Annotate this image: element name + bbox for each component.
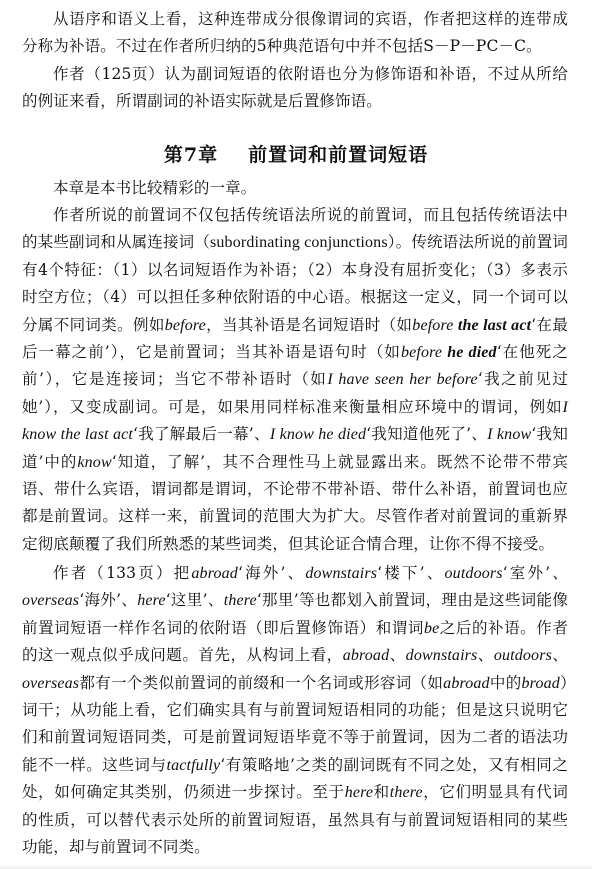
text-segment: ‘我知道’中的 xyxy=(22,425,568,471)
text-segment: 、 xyxy=(389,646,406,665)
text-segment: ‘海外’、 xyxy=(79,591,138,610)
paragraph-abroad-words xyxy=(0,560,592,861)
chapter-title: 前置词和前置词短语 xyxy=(248,144,429,166)
english-example: I know the last act xyxy=(22,398,568,444)
text-segment: 之后的补语。作者的这一观点似乎成问题。首先，从构词上看， xyxy=(22,618,568,665)
english-example: downstairs xyxy=(305,565,378,582)
text-segment: ‘海外’、 xyxy=(237,564,306,582)
text-segment: 和 xyxy=(373,783,390,802)
english-example: overseas xyxy=(22,674,80,692)
text-segment: 作者所说的前置词不仅包括传统语法所说的前置词，而且包括传统语法中的某些副词和从属连接词（ xyxy=(22,206,568,252)
english-example: before xyxy=(412,316,458,334)
text-segment: ‘室外’、 xyxy=(502,564,568,582)
text-segment: 中的 xyxy=(489,673,522,692)
english-example-bold: he died xyxy=(447,344,497,362)
text-segment: ‘我了解最后一幕’、 xyxy=(132,425,270,444)
text-segment: ‘我之前见过她’），又变成副词。可是，如果用同样标准来衡量相应环境中的谓词，例如 xyxy=(22,370,569,416)
english-example: there xyxy=(223,592,257,610)
english-example: there xyxy=(389,784,423,802)
text-segment: ）词干；从功能上看，它们确实具有与前置词短语相同的功能；但是这只说明它们和前置词短语同类，可是前置词短语毕竟不等于前置词，因为二者的语法功能不一样。这些词与 xyxy=(22,673,568,774)
paragraph-preposition-definition xyxy=(0,202,592,558)
text-segment: ‘知道，了解’，其不合理性马上就显露出来。既然不论带不带宾语、带什么宾语，谓词都是谓词，不论带不带补语、带什么补语，前置词也应都是前置词。这样一来，前置词的范围大为扩大。尽管作者对前置词的重新界定彻底颠覆了我们所熟悉的某些词类，但其论证合情合理，让你不得不接受。 xyxy=(22,452,568,553)
english-example: here xyxy=(344,784,374,802)
text-segment: ‘楼下’、 xyxy=(377,564,445,582)
english-example: downstairs xyxy=(405,647,478,665)
text-segment: ‘我知道他死了’、 xyxy=(366,425,488,444)
english-example: I have seen her before xyxy=(327,371,478,389)
paragraph-adverb-phrase: 作者（125页）认为副词短语的依附语也分为修饰语和补语，不过从所给的例证来看，所谓副词的补语实际就是后置修饰语。 xyxy=(22,65,568,111)
page-bottom-edge xyxy=(0,865,592,869)
text-segment: 都有一个类似前置词的前缀和一个名词或形容词（如 xyxy=(79,673,444,692)
english-example: outdoors xyxy=(493,647,552,665)
paragraph-chapter-intro: 本章是本书比较精彩的一章。 xyxy=(53,179,257,197)
english-term: subordinating conjunctions xyxy=(210,234,388,252)
text-segment: ‘这里’、 xyxy=(165,591,224,610)
text-segment: ‘有策略地’之类的副词既有不同之处，又有相同之处，如何确定其类别，仍须进一步探讨。至于 xyxy=(22,755,568,802)
text-segment: 、 xyxy=(551,646,568,665)
english-example: I know he died xyxy=(269,426,367,444)
text-segment: ，它们明显具有代词的性质，可以替代表示处所的前置词短语，虽然具有与前置词短语相同的某些功能，却与前置词不同类。 xyxy=(22,783,568,857)
english-example: be xyxy=(423,619,440,637)
english-example: tactfully xyxy=(166,756,221,774)
text-segment: ）。传统语法所说的前置词有4个特征：（1）以名词短语作为补语；（2）本身没有屈折变化；（3）多表示时空方位；（4）可以担任多种依附语的中心语。根据这一定义，同一个词可以分属不同词类。例如 xyxy=(22,233,568,334)
english-example: outdoors xyxy=(444,565,503,582)
english-example: abroad xyxy=(191,565,238,582)
chapter-number: 第7章 xyxy=(163,144,219,166)
english-example: before xyxy=(400,344,448,362)
text-segment: ，当其补语是名词短语时（如 xyxy=(205,315,413,334)
english-example: abroad xyxy=(443,674,490,692)
english-example: I know xyxy=(487,426,532,444)
text-segment: ‘那里’等也都划入前置词，理由是这些词能像前置词短语一样作名词的依附语（即后置修饰语）和谓词 xyxy=(22,591,568,637)
text-segment: ‘在最后一幕之前’），它是前置词；当其补语是语句时（如 xyxy=(22,315,568,362)
text-segment: 作者（133页）把 xyxy=(53,564,192,582)
english-example: broad xyxy=(521,674,560,692)
english-example: know xyxy=(77,453,112,471)
chapter-heading xyxy=(0,140,592,167)
text-segment: ‘在他死之前’），它是连接词；当它不带补语时（如 xyxy=(22,343,568,389)
english-example: here xyxy=(137,592,166,610)
english-example: abroad xyxy=(342,647,390,665)
paragraph-complement-intro: 从语序和语义上看，这种连带成分很像谓词的宾语，作者把这样的连带成分称为补语。不过在作者所归纳的5种典范语句中并不包括S－P－PC－C。 xyxy=(22,10,568,56)
english-example: before xyxy=(164,316,206,334)
english-example: overseas xyxy=(22,592,80,610)
text-segment: 、 xyxy=(477,646,494,665)
english-example-bold: the last act xyxy=(457,316,532,334)
